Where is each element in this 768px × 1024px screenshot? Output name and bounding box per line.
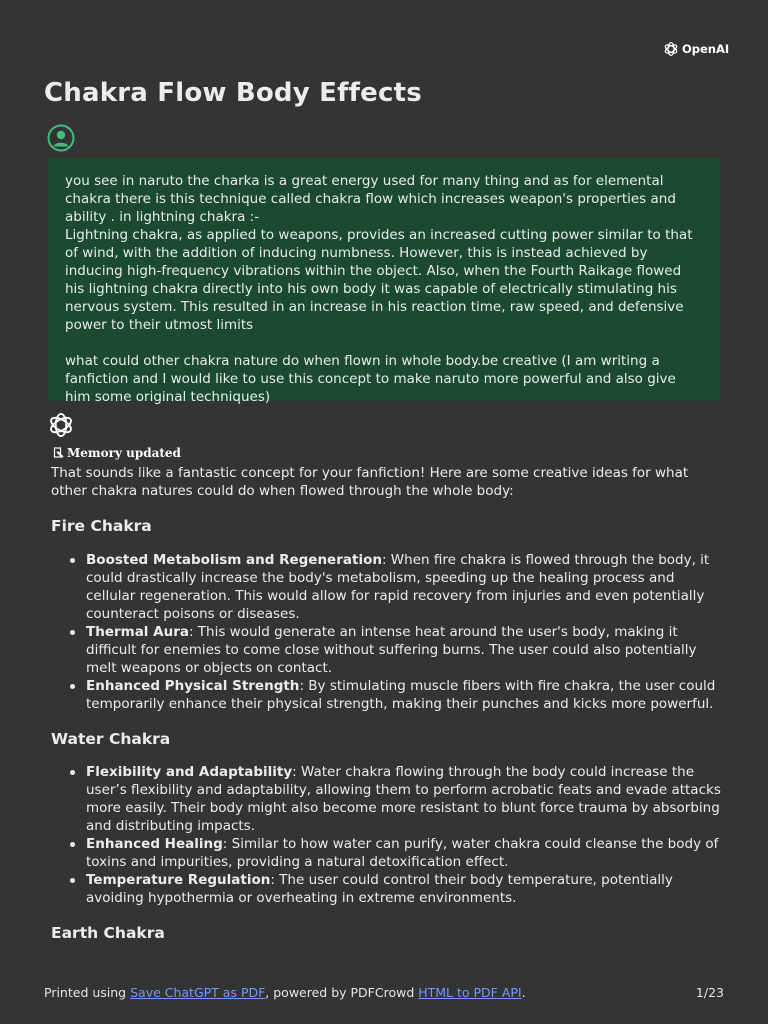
page-title: Chakra Flow Body Effects [44,78,422,108]
item-term: Enhanced Physical Strength [86,678,300,694]
memory-updated-badge [53,446,181,460]
list-item [86,763,721,835]
assistant-message [51,464,721,942]
section-heading-fire: Fire Chakra [51,517,152,535]
item-term: Enhanced Healing [86,836,223,852]
item-text: : Water chakra flowing through the body could increase the user’s flexibility and adaptability, allowing them to perform acrobatic feats and evade attacks more easily. Their body might also become more resistant to blunt force trauma by absorbing and distributing impacts. [86,764,721,834]
fire-chakra-list [51,551,721,713]
user-message-paragraph: you see in naruto the charka is a great energy used for many thing and as for elemental chakra there is this technique called chakra flow which increases weapon's properties and ability . in lightning chakra :- Lightning chakra, as applied to weapons, provides an increased cutting power similar to that of wind, with the addition of inducing numbness. However, this is instead achieved by inducing high-frequency vibrations within the object. Also, when the Fourth Raikage flowed his lightning chakra directly into his own body it was capable of electrically stimulating his nervous system. This resulted in an increase in his reaction time, raw speed, and defensive power to their utmost limits [65,173,693,333]
brand-name: OpenAI [682,42,730,56]
chatgpt-icon [47,411,75,439]
openai-icon [663,41,679,57]
item-term: Thermal Aura [86,624,189,640]
item-text: : When fire chakra is flowed through the body, it could drastically increase the body's metabolism, speeding up the healing process and cellular regeneration. This would allow for rapid recovery from injuries and even potentially counteract poisons or diseases. [86,552,710,622]
answer-intro: That sounds like a fantastic concept for your fanfiction! Here are some creative ideas for what other chakra natures could do when flowed through the whole body: [51,465,689,499]
list-item [86,623,721,677]
list-item [86,551,721,623]
footer-middle: , powered by PDFCrowd [265,985,419,1000]
item-term: Flexibility and Adaptability [86,764,293,780]
section-heading-water: Water Chakra [51,730,171,748]
user-avatar-icon [47,124,75,152]
list-item [86,677,721,713]
openai-logo [663,41,729,57]
footer-suffix: . [521,985,526,1000]
footer [44,985,724,1000]
page-number: 1/23 [695,985,724,1000]
user-message-paragraph: what could other chakra nature do when flown in whole body.be creative (I am writing a fanfiction and I would like to use this concept to make naruto more powerful and also give him some original techniques) [65,353,681,405]
memory-label: Memory updated [67,446,181,460]
list-item [86,871,721,907]
html-to-pdf-api-link[interactable]: HTML to PDF API [418,985,522,1000]
item-text: : Similar to how water can purify, water chakra could cleanse the body of toxins and impurities, providing a natural detoxification effect. [86,836,719,870]
water-chakra-list [51,763,721,907]
section-heading-earth: Earth Chakra [51,924,165,942]
item-text: : By stimulating muscle fibers with fire chakra, the user could temporarily enhance their physical strength, making their punches and kicks more powerful. [86,678,716,712]
save-chatgpt-pdf-link[interactable]: Save ChatGPT as PDF [130,985,266,1000]
footer-credit [44,985,526,1000]
user-message [48,158,720,405]
item-text: : This would generate an intense heat around the user's body, making it difficult for enemies to come close without suffering burns. The user could also potentially melt weapons or objects on contact. [86,624,697,676]
item-text: : The user could control their body temperature, potentially avoiding hypothermia or overheating in extreme environments. [86,872,673,906]
memory-icon [53,447,65,459]
list-item [86,835,721,871]
item-term: Boosted Metabolism and Regeneration [86,552,382,568]
item-term: Temperature Regulation [86,872,271,888]
footer-prefix: Printed using [44,985,131,1000]
